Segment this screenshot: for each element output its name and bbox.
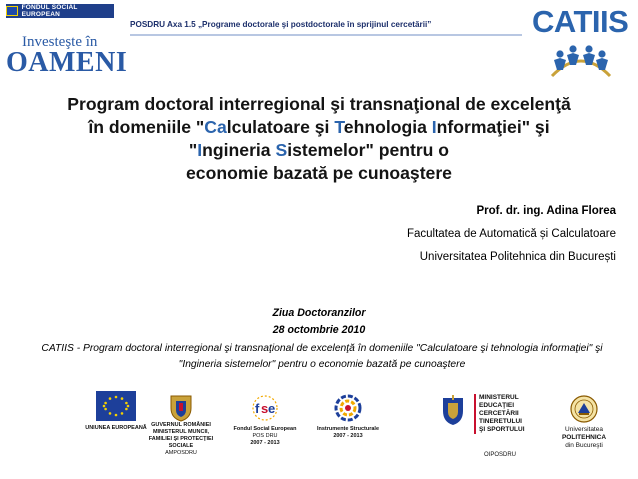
author-name: Prof. dr. ing. Adina Florea (476, 205, 616, 217)
eu-flag-icon (6, 6, 18, 16)
oameni-logo-text: OAMENI (6, 47, 128, 78)
ministry-line-2: EDUCAŢIEI (474, 402, 536, 410)
ministry-crest-icon (440, 393, 466, 427)
fse-emblem-icon (248, 393, 282, 423)
eu-caption: UNIUNEA EUROPEANĂ (85, 425, 147, 431)
upb-caption-1: Universitatea (565, 426, 603, 433)
ministry-line-5: ŞI SPORTULUI (474, 426, 536, 434)
title-line-2: în domeniile "Calculatoare şi Tehnologia Informaţiei" şi (88, 117, 550, 137)
fse-badge-label: FONDUL SOCIAL EUROPEAN (21, 4, 78, 18)
fse-caption-1: Fondul Social European (233, 426, 297, 432)
title-line-1: Program doctoral interregional şi transnaţional de excelenţă (67, 94, 571, 114)
upb-caption-2: POLITEHNICA (561, 434, 607, 441)
ministry-line-4: TINERETULUI (474, 418, 536, 426)
ministry-crest (432, 393, 474, 427)
upb-seal-icon (569, 394, 599, 424)
structural-instruments-logo (312, 393, 384, 440)
event-name: Ziua Doctoranzilor (272, 307, 366, 319)
eu-flag-icon (96, 391, 136, 421)
gov-line-2: MINISTERUL MUNCII, (152, 429, 210, 435)
event-description: CATIIS - Program doctoral interregional şi transnaţional de excelenţă în domeniile "Calculatoare şi tehnologia informaţiei" şi "Ingineria sistemelor" pentru o economie bazată pe cunoaştere (41, 343, 603, 370)
fse-logo (230, 393, 300, 447)
catiis-logo-text: CATIIS (532, 4, 629, 39)
event-date: 28 octombrie 2010 (272, 324, 366, 336)
svg-text:s: s (261, 401, 269, 416)
fse-caption-3: 2007 - 2013 (250, 440, 280, 446)
svg-text:e: e (268, 401, 276, 416)
author-university: Universitatea Politehnica din București (419, 251, 616, 263)
fse-badge (6, 4, 114, 18)
catiis-people-icon (546, 40, 616, 82)
main-title (20, 93, 618, 185)
posdru-heading: POSDRU Axa 1.5 „Programe doctorale şi postdoctorale în sprijinul cercetării” (130, 20, 432, 29)
structural-circle-icon (333, 393, 363, 423)
structural-caption-2: 2007 - 2013 (333, 433, 363, 439)
gov-line-3: FAMILIEI ŞI PROTECŢIEI (148, 436, 214, 442)
gov-line-1: GUVERNUL ROMÂNIEI (151, 422, 211, 428)
fse-caption-2: POS DRU (252, 433, 278, 439)
gov-logo (146, 392, 216, 457)
gov-line-4: SOCIALE (168, 443, 194, 449)
upb-logo (548, 394, 620, 450)
structural-caption-1: Instrumente Structurale (316, 426, 380, 432)
upb-caption-3: din Bucureşti (565, 442, 603, 449)
coat-of-arms-icon (168, 392, 194, 422)
gov-line-5: AMPOSDRU (165, 450, 197, 456)
svg-text:f: f (255, 401, 260, 416)
ministry-line-3: CERCETĂRII (474, 410, 536, 418)
header-divider (130, 34, 522, 36)
author-faculty: Facultatea de Automatică și Calculatoare (406, 228, 616, 240)
ministry-line-1: MINISTERUL (474, 394, 536, 402)
investeste-text: Investeşte în (22, 34, 98, 50)
title-line-4: economie bazată pe cunoaştere (186, 163, 452, 183)
ministry-logo (474, 394, 536, 434)
title-line-3: "Ingineria Sistemelor" pentru o (188, 140, 450, 160)
oiposdru-caption: OIPOSDRU (483, 452, 516, 458)
